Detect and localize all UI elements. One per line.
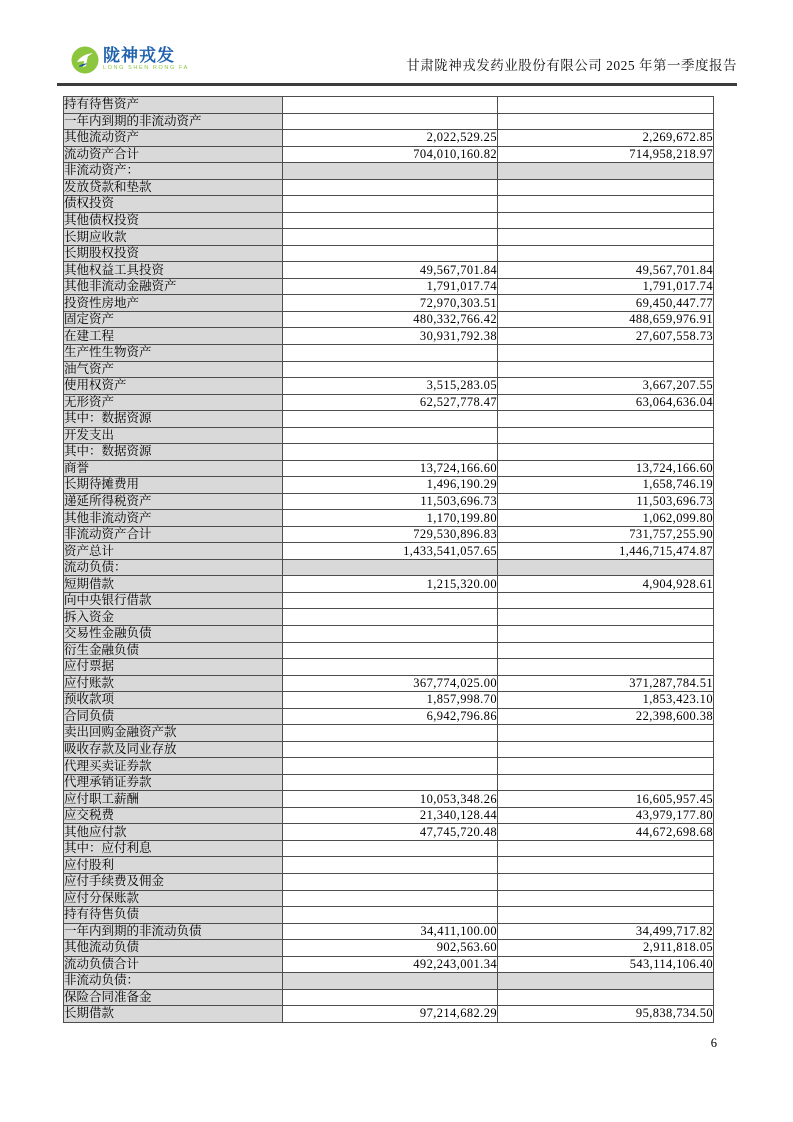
- value-current-period: [283, 873, 498, 890]
- value-current-period: 704,010,160.82: [283, 146, 498, 163]
- table-row: [64, 378, 714, 395]
- table-row: [64, 493, 714, 510]
- header-divider-rule: [57, 83, 737, 86]
- value-current-period: 11,503,696.73: [283, 493, 498, 510]
- row-label: 向中央银行借款: [64, 592, 283, 609]
- logo-text: [103, 46, 189, 72]
- row-label: 其他非流动资产: [64, 510, 283, 527]
- row-label: 一年内到期的非流动负债: [64, 923, 283, 940]
- value-prior-period: 69,450,447.77: [498, 295, 714, 312]
- value-prior-period: 44,672,698.68: [498, 824, 714, 841]
- table-row: [64, 196, 714, 213]
- table-row: [64, 278, 714, 295]
- table-row: [64, 262, 714, 279]
- table-row: [64, 824, 714, 841]
- value-current-period: [283, 626, 498, 643]
- value-prior-period: [498, 873, 714, 890]
- page-number: 6: [710, 1036, 717, 1050]
- row-label: 流动负债：: [64, 559, 283, 576]
- value-current-period: 367,774,025.00: [283, 675, 498, 692]
- value-current-period: [283, 725, 498, 742]
- table-row: [64, 146, 714, 163]
- value-prior-period: [498, 559, 714, 576]
- value-current-period: 2,022,529.25: [283, 130, 498, 147]
- balance-sheet-table: [63, 96, 714, 1023]
- row-label: 衍生金融负债: [64, 642, 283, 659]
- table-row: [64, 659, 714, 676]
- company-logo: [71, 46, 189, 74]
- value-prior-period: 43,979,177.80: [498, 807, 714, 824]
- value-prior-period: [498, 97, 714, 114]
- row-label: 其他流动资产: [64, 130, 283, 147]
- value-prior-period: [498, 592, 714, 609]
- row-label: 开发支出: [64, 427, 283, 444]
- table-row: [64, 890, 714, 907]
- value-current-period: [283, 840, 498, 857]
- table-row: [64, 543, 714, 560]
- value-current-period: 30,931,792.38: [283, 328, 498, 345]
- row-label: 代理承销证券款: [64, 774, 283, 791]
- row-label: 保险合同准备金: [64, 989, 283, 1006]
- row-label: 长期股权投资: [64, 245, 283, 262]
- row-label: 卖出回购金融资产款: [64, 725, 283, 742]
- row-label: 应付股利: [64, 857, 283, 874]
- value-current-period: [283, 907, 498, 924]
- table-row: [64, 311, 714, 328]
- value-prior-period: 1,853,423.10: [498, 692, 714, 709]
- value-prior-period: 1,791,017.74: [498, 278, 714, 295]
- value-current-period: [283, 609, 498, 626]
- value-current-period: [283, 411, 498, 428]
- row-label: 拆入资金: [64, 609, 283, 626]
- table-row: [64, 692, 714, 709]
- row-label: 交易性金融负债: [64, 626, 283, 643]
- value-current-period: 47,745,720.48: [283, 824, 498, 841]
- row-label: 预收款项: [64, 692, 283, 709]
- value-current-period: 1,496,190.29: [283, 477, 498, 494]
- value-prior-period: [498, 179, 714, 196]
- value-current-period: [283, 196, 498, 213]
- value-current-period: 34,411,100.00: [283, 923, 498, 940]
- value-prior-period: [498, 411, 714, 428]
- row-label: 代理买卖证券款: [64, 758, 283, 775]
- row-label: 商誉: [64, 460, 283, 477]
- table-row: [64, 526, 714, 543]
- value-current-period: 480,332,766.42: [283, 311, 498, 328]
- value-current-period: 1,433,541,057.65: [283, 543, 498, 560]
- row-label: 应交税费: [64, 807, 283, 824]
- value-prior-period: [498, 890, 714, 907]
- value-current-period: 902,563.60: [283, 940, 498, 957]
- value-current-period: 6,942,796.86: [283, 708, 498, 725]
- value-current-period: [283, 559, 498, 576]
- row-label: 长期应收款: [64, 229, 283, 246]
- row-label: 其他权益工具投资: [64, 262, 283, 279]
- value-current-period: 3,515,283.05: [283, 378, 498, 395]
- value-current-period: 72,970,303.51: [283, 295, 498, 312]
- value-prior-period: 11,503,696.73: [498, 493, 714, 510]
- row-label: 生产性生物资产: [64, 344, 283, 361]
- row-label: 应付分保账款: [64, 890, 283, 907]
- section-row: [64, 973, 714, 990]
- report-header-title: 甘肃陇神戎发药业股份有限公司 2025 年第一季度报告: [406, 58, 737, 73]
- value-current-period: [283, 113, 498, 130]
- table-row: [64, 592, 714, 609]
- value-prior-period: 22,398,600.38: [498, 708, 714, 725]
- table-row: [64, 427, 714, 444]
- row-label: 其中：数据资源: [64, 444, 283, 461]
- row-label: 流动负债合计: [64, 956, 283, 973]
- value-current-period: [283, 212, 498, 229]
- value-current-period: 97,214,682.29: [283, 1006, 498, 1023]
- value-current-period: [283, 758, 498, 775]
- table-row: [64, 97, 714, 114]
- value-prior-period: [498, 774, 714, 791]
- value-prior-period: [498, 196, 714, 213]
- logo-brand-english: LONG SHEN RONG FA: [103, 65, 189, 71]
- table-row: [64, 642, 714, 659]
- value-prior-period: 488,659,976.91: [498, 311, 714, 328]
- row-label: 其他流动负债: [64, 940, 283, 957]
- table-row: [64, 130, 714, 147]
- table-row: [64, 344, 714, 361]
- row-label: 应付账款: [64, 675, 283, 692]
- value-prior-period: 63,064,636.04: [498, 394, 714, 411]
- value-prior-period: [498, 758, 714, 775]
- row-label: 其他债权投资: [64, 212, 283, 229]
- table-row: [64, 791, 714, 808]
- value-prior-period: [498, 229, 714, 246]
- value-prior-period: [498, 212, 714, 229]
- row-label: 长期借款: [64, 1006, 283, 1023]
- table-row: [64, 873, 714, 890]
- row-label: 投资性房地产: [64, 295, 283, 312]
- row-label: 长期待摊费用: [64, 477, 283, 494]
- value-current-period: [283, 97, 498, 114]
- value-prior-period: [498, 361, 714, 378]
- row-label: 资产总计: [64, 543, 283, 560]
- value-prior-period: 95,838,734.50: [498, 1006, 714, 1023]
- row-label: 持有待售负债: [64, 907, 283, 924]
- value-current-period: [283, 361, 498, 378]
- table-row: [64, 675, 714, 692]
- table-row: [64, 989, 714, 1006]
- value-current-period: [283, 344, 498, 361]
- value-current-period: [283, 444, 498, 461]
- row-label: 吸收存款及同业存放: [64, 741, 283, 758]
- value-current-period: 1,791,017.74: [283, 278, 498, 295]
- value-current-period: 10,053,348.26: [283, 791, 498, 808]
- table-row: [64, 212, 714, 229]
- row-label: 在建工程: [64, 328, 283, 345]
- value-prior-period: [498, 444, 714, 461]
- value-prior-period: [498, 989, 714, 1006]
- value-current-period: 492,243,001.34: [283, 956, 498, 973]
- table-row: [64, 741, 714, 758]
- table-row: [64, 113, 714, 130]
- row-label: 无形资产: [64, 394, 283, 411]
- row-label: 流动资产合计: [64, 146, 283, 163]
- table-row: [64, 394, 714, 411]
- value-prior-period: [498, 741, 714, 758]
- table-row: [64, 840, 714, 857]
- value-prior-period: 3,667,207.55: [498, 378, 714, 395]
- table-row: [64, 411, 714, 428]
- row-label: 非流动资产合计: [64, 526, 283, 543]
- row-label: 一年内到期的非流动资产: [64, 113, 283, 130]
- logo-brand-chinese: 陇神戎发: [103, 46, 175, 65]
- value-prior-period: 16,605,957.45: [498, 791, 714, 808]
- value-prior-period: [498, 907, 714, 924]
- row-label: 其他非流动金融资产: [64, 278, 283, 295]
- value-current-period: 62,527,778.47: [283, 394, 498, 411]
- table-row: [64, 361, 714, 378]
- value-prior-period: [498, 725, 714, 742]
- row-label: 非流动资产：: [64, 163, 283, 180]
- table-row: [64, 774, 714, 791]
- value-prior-period: [498, 659, 714, 676]
- row-label: 油气资产: [64, 361, 283, 378]
- row-label: 其他应付款: [64, 824, 283, 841]
- table-row: [64, 708, 714, 725]
- value-current-period: [283, 973, 498, 990]
- value-prior-period: 714,958,218.97: [498, 146, 714, 163]
- value-prior-period: 371,287,784.51: [498, 675, 714, 692]
- value-current-period: [283, 857, 498, 874]
- table-row: [64, 477, 714, 494]
- value-prior-period: 543,114,106.40: [498, 956, 714, 973]
- section-row: [64, 559, 714, 576]
- table-row: [64, 609, 714, 626]
- value-prior-period: 49,567,701.84: [498, 262, 714, 279]
- value-prior-period: [498, 245, 714, 262]
- table-row: [64, 295, 714, 312]
- row-label: 递延所得税资产: [64, 493, 283, 510]
- value-prior-period: 731,757,255.90: [498, 526, 714, 543]
- table-row: [64, 758, 714, 775]
- table-row: [64, 940, 714, 957]
- row-label: 固定资产: [64, 311, 283, 328]
- value-prior-period: [498, 427, 714, 444]
- value-prior-period: 27,607,558.73: [498, 328, 714, 345]
- table-row: [64, 725, 714, 742]
- value-current-period: [283, 163, 498, 180]
- row-label: 债权投资: [64, 196, 283, 213]
- table-row: [64, 229, 714, 246]
- logo-bird-icon: [71, 46, 99, 74]
- table-row: [64, 328, 714, 345]
- value-current-period: 1,215,320.00: [283, 576, 498, 593]
- value-current-period: [283, 741, 498, 758]
- value-prior-period: 4,904,928.61: [498, 576, 714, 593]
- row-label: 持有待售资产: [64, 97, 283, 114]
- value-current-period: [283, 642, 498, 659]
- table-row: [64, 857, 714, 874]
- section-row: [64, 163, 714, 180]
- value-prior-period: [498, 857, 714, 874]
- value-current-period: [283, 774, 498, 791]
- value-prior-period: [498, 840, 714, 857]
- value-current-period: [283, 989, 498, 1006]
- value-prior-period: 2,269,672.85: [498, 130, 714, 147]
- row-label: 其中：应付利息: [64, 840, 283, 857]
- table-row: [64, 460, 714, 477]
- value-prior-period: [498, 113, 714, 130]
- value-prior-period: 34,499,717.82: [498, 923, 714, 940]
- table-row: [64, 907, 714, 924]
- row-label: 其中：数据资源: [64, 411, 283, 428]
- table-row: [64, 1006, 714, 1023]
- row-label: 应付职工薪酬: [64, 791, 283, 808]
- value-prior-period: 13,724,166.60: [498, 460, 714, 477]
- row-label: 非流动负债：: [64, 973, 283, 990]
- value-current-period: 49,567,701.84: [283, 262, 498, 279]
- table-row: [64, 510, 714, 527]
- table-row: [64, 807, 714, 824]
- value-current-period: 21,340,128.44: [283, 807, 498, 824]
- table-row: [64, 576, 714, 593]
- row-label: 短期借款: [64, 576, 283, 593]
- value-prior-period: [498, 609, 714, 626]
- table-row: [64, 956, 714, 973]
- row-label: 合同负债: [64, 708, 283, 725]
- value-prior-period: 2,911,818.05: [498, 940, 714, 957]
- value-prior-period: [498, 626, 714, 643]
- row-label: 发放贷款和垫款: [64, 179, 283, 196]
- value-prior-period: [498, 344, 714, 361]
- table-row: [64, 626, 714, 643]
- value-current-period: [283, 245, 498, 262]
- value-current-period: [283, 427, 498, 444]
- table-row: [64, 444, 714, 461]
- table-row: [64, 923, 714, 940]
- row-label: 应付手续费及佣金: [64, 873, 283, 890]
- table-row: [64, 245, 714, 262]
- value-current-period: [283, 659, 498, 676]
- value-prior-period: [498, 642, 714, 659]
- value-current-period: 729,530,896.83: [283, 526, 498, 543]
- value-current-period: [283, 890, 498, 907]
- value-prior-period: 1,446,715,474.87: [498, 543, 714, 560]
- value-current-period: [283, 179, 498, 196]
- value-current-period: 13,724,166.60: [283, 460, 498, 477]
- value-prior-period: 1,658,746.19: [498, 477, 714, 494]
- value-current-period: 1,170,199.80: [283, 510, 498, 527]
- value-prior-period: [498, 163, 714, 180]
- value-prior-period: [498, 973, 714, 990]
- row-label: 使用权资产: [64, 378, 283, 395]
- value-current-period: [283, 592, 498, 609]
- table-row: [64, 179, 714, 196]
- value-current-period: [283, 229, 498, 246]
- value-prior-period: 1,062,099.80: [498, 510, 714, 527]
- value-current-period: 1,857,998.70: [283, 692, 498, 709]
- row-label: 应付票据: [64, 659, 283, 676]
